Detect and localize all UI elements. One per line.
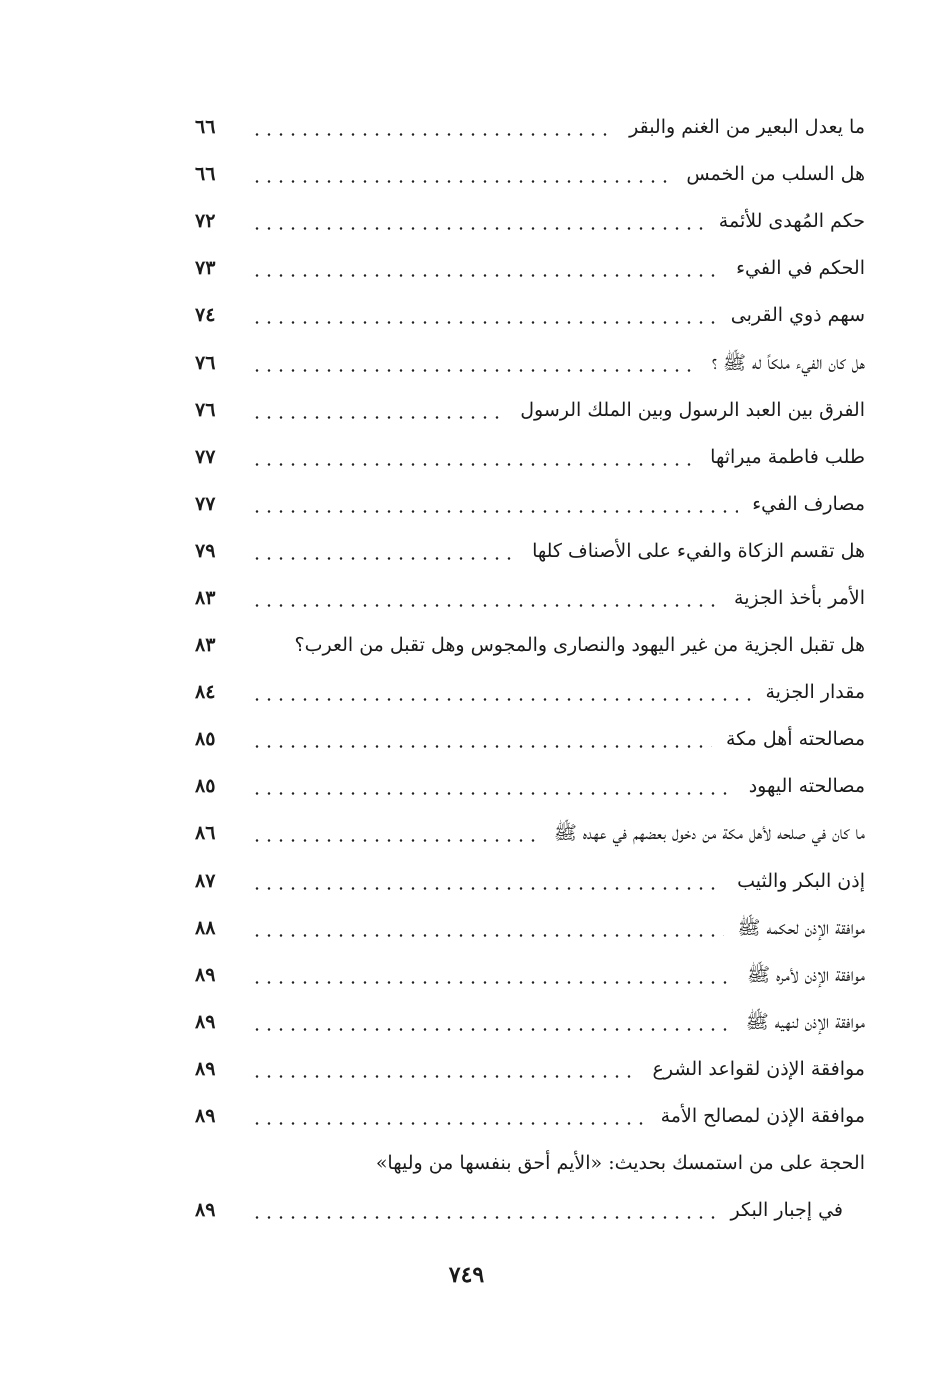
toc-entry: [195, 198, 865, 245]
dot-leader: [251, 227, 705, 230]
toc-entry-title: موافقة الإذن لمصالح الأمة: [660, 1105, 865, 1128]
page-number: ٧٤٩: [448, 1262, 485, 1288]
toc-entry-page: ٨٦: [195, 822, 216, 845]
toc-entry: [195, 104, 865, 151]
toc-entry: [195, 622, 865, 669]
toc-entry-title: موافقة الإذن لنهيه ﷺ: [745, 1010, 865, 1033]
toc-entry: [195, 1140, 865, 1187]
dot-leader: [251, 698, 751, 701]
toc-entry: [195, 716, 865, 763]
dot-leader: [251, 180, 672, 183]
toc-entry-page: ٧٧: [195, 445, 216, 468]
toc-entry-title: الأمر بأخذ الجزية: [734, 586, 865, 609]
toc-entry: [195, 151, 865, 198]
toc-entry: [195, 669, 865, 716]
toc-entry-title: هل كان الفيء ملكاً له ﷺ ؟: [711, 351, 865, 374]
dot-leader: [251, 1028, 732, 1031]
toc-entry: [195, 905, 865, 952]
toc-entry-page: ٨٩: [195, 1105, 216, 1128]
toc-entry-title: مصارف الفيء: [752, 492, 865, 515]
toc-entry-title: موافقة الإذن لأمره ﷺ: [747, 963, 865, 986]
dot-leader: [251, 981, 733, 984]
dot-leader: [251, 510, 738, 513]
toc-entry-title: هل السلب من الخمس: [686, 163, 865, 186]
toc-entry-page: ٨٤: [195, 681, 216, 704]
toc-entry: [195, 339, 865, 386]
toc-entry-title: مصالحته اليهود: [748, 775, 865, 798]
toc-entry-title: سهم ذوي القربى: [730, 304, 865, 327]
toc-entry-page: ٨٨: [195, 916, 216, 939]
toc-entry-title: موافقة الإذن لحكمه ﷺ: [737, 916, 865, 939]
toc-entry-page: ٨٣: [195, 634, 216, 657]
dot-leader: [251, 321, 717, 324]
dot-leader: [251, 133, 615, 136]
toc-entry: [195, 292, 865, 339]
dot-leader: [251, 463, 696, 466]
toc-entry: [195, 858, 865, 905]
toc-entry-page: ٧٦: [195, 351, 216, 374]
toc-entry: [195, 952, 865, 999]
dot-leader: [251, 651, 280, 654]
toc-entry: [195, 528, 865, 575]
dot-leader: [251, 369, 698, 372]
toc-entry: [195, 1187, 865, 1234]
dot-leader: [251, 1075, 639, 1078]
toc-entry: [195, 1046, 865, 1093]
toc-entry-page: ٨٥: [195, 728, 216, 751]
toc-entry-title: الحكم في الفيء: [736, 257, 865, 280]
toc-entry-title: ما يعدل البعير من الغنم والبقر: [629, 116, 865, 139]
toc-entry: [195, 387, 865, 434]
toc-entry: [195, 763, 865, 810]
toc-entry-title: في إجبار البكر: [730, 1199, 843, 1222]
toc-entry-title: إذن البكر والثيب: [737, 869, 865, 892]
toc-entry-title: طلب فاطمة ميراثها: [710, 445, 865, 468]
table-of-contents: [195, 104, 865, 1234]
toc-entry: [195, 481, 865, 528]
toc-entry: [195, 245, 865, 292]
dot-leader: [251, 274, 722, 277]
toc-entry-title: هل تقبل الجزية من غير اليهود والنصارى والمجوس وهل تقبل من العرب؟: [294, 634, 865, 657]
toc-entry: [195, 575, 865, 622]
dot-leader: [251, 416, 506, 419]
dot-leader: [251, 557, 518, 560]
dot-leader: [251, 839, 540, 842]
toc-entry-page: ٧٤: [195, 304, 216, 327]
toc-entry-title: الحجة على من استمسك بحديث: «الأيم أحق بنفسها من وليها»: [375, 1152, 865, 1175]
toc-entry-title: مقدار الجزية: [765, 681, 865, 704]
dot-leader: [251, 1122, 647, 1125]
dot-leader: [251, 887, 723, 890]
toc-entry-page: ٧٢: [195, 210, 216, 233]
toc-entry-title: ما كان في صلحه لأهل مكة من دخول بعضهم في عهده ﷺ: [553, 822, 865, 845]
toc-entry-page: ٨٣: [195, 586, 216, 609]
dot-leader: [251, 792, 735, 795]
dot-leader: [251, 934, 724, 937]
toc-entry-page: ٨٩: [195, 963, 216, 986]
toc-entry-title: مصالحته أهل مكة: [725, 728, 865, 751]
toc-entry-page: ٦٦: [195, 116, 216, 139]
toc-entry-page: ٧٦: [195, 398, 216, 421]
toc-entry-page: ٨٩: [195, 1057, 216, 1080]
toc-entry: [195, 434, 865, 481]
dot-leader: [251, 745, 712, 748]
toc-entry-title: الفرق بين العبد الرسول وبين الملك الرسول: [520, 398, 865, 421]
toc-entry: [195, 1093, 865, 1140]
toc-entry-page: ٧٩: [195, 539, 216, 562]
toc-entry-page: ٧٣: [195, 257, 216, 280]
toc-entry-page: ٨٥: [195, 775, 216, 798]
toc-entry-title: موافقة الإذن لقواعد الشرع: [652, 1057, 865, 1080]
toc-entry-title: هل تقسم الزكاة والفيء على الأصناف كلها: [532, 539, 865, 562]
dot-leader: [251, 1216, 717, 1219]
toc-entry: [195, 999, 865, 1046]
toc-entry-title: حكم المُهدى للأئمة: [718, 210, 865, 233]
toc-entry-page: ٨٩: [195, 1010, 216, 1033]
toc-entry: [195, 810, 865, 857]
toc-entry-page: ٨٩: [195, 1199, 216, 1222]
toc-entry-page: ٧٧: [195, 492, 216, 515]
toc-entry-page: ٨٧: [195, 869, 216, 892]
dot-leader: [251, 604, 720, 607]
toc-entry-page: ٦٦: [195, 163, 216, 186]
